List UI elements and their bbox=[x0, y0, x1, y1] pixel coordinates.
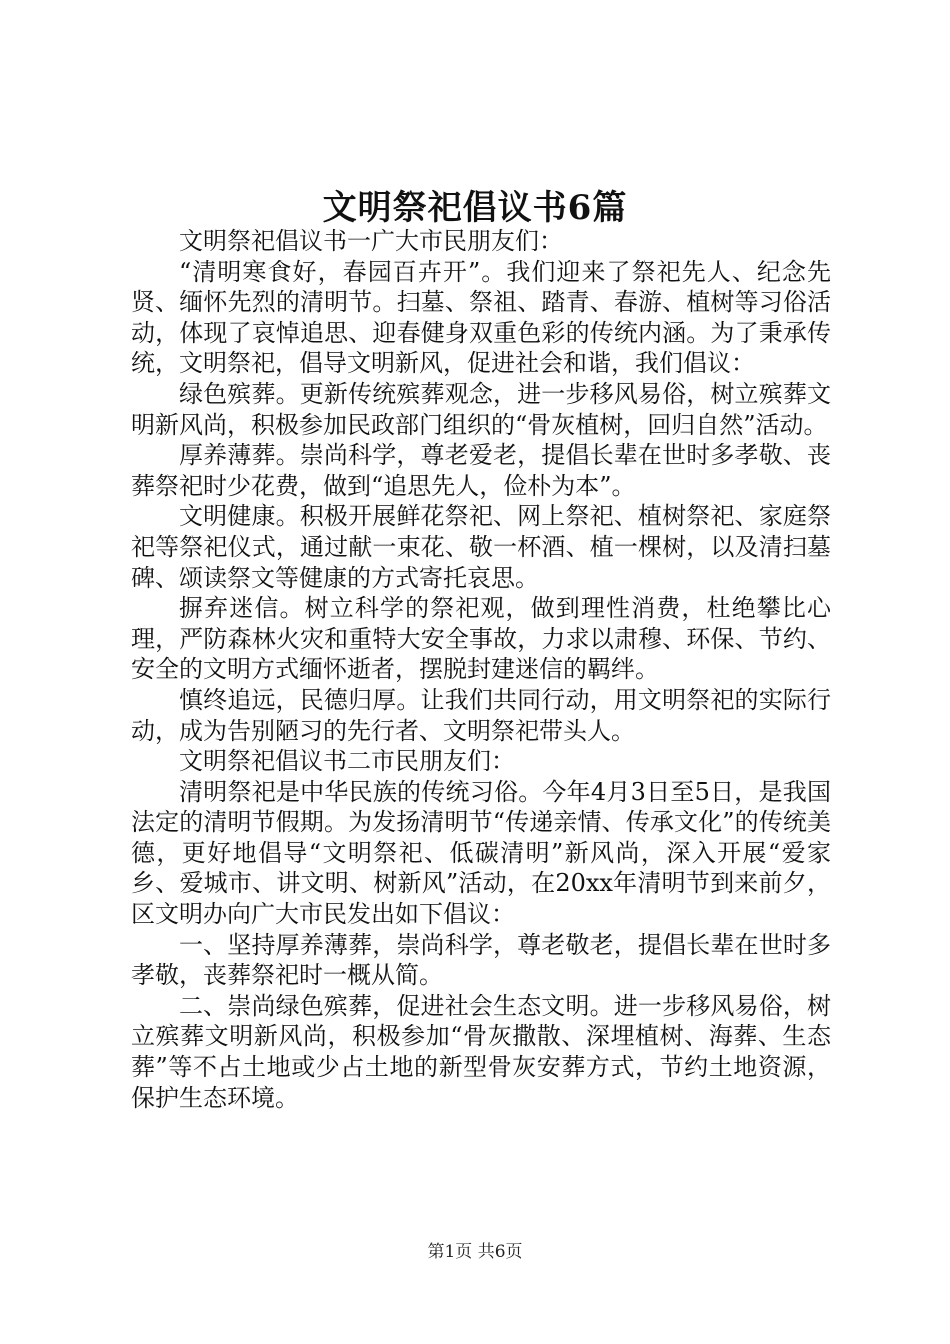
page-footer: 第1页 共6页 bbox=[427, 1242, 523, 1262]
paragraph: 慎终追远，民德归厚。让我们共同行动，用文明祭祀的实际行动，成为告别陋习的先行者、文明祭祀带头人。 bbox=[131, 685, 831, 745]
paragraph: 文明祭祀倡议书一广大市民朋友们： bbox=[179, 227, 563, 255]
paragraph: 摒弃迷信。树立科学的祭祀观，做到理性消费，杜绝攀比心理，严防森林火灾和重特大安全事故，力求以肃穆、环保、节约、安全的文明方式缅怀逝者，摆脱封建迷信的羁绊。 bbox=[131, 594, 831, 684]
document-title: 文明祭祀倡议书6篇 bbox=[322, 188, 628, 228]
paragraph: “清明寒食好，春园百卉开”。我们迎来了祭祀先人、纪念先贤、缅怀先烈的清明节。扫墓、祭祖、踏青、春游、植树等习俗活动，体现了哀悼追思、迎春健身双重色彩的传统内涵。为了秉承传统，文明祭祀，倡导文明新风，促进社会和谐，我们倡议： bbox=[131, 257, 831, 378]
paragraph: 清明祭祀是中华民族的传统习俗。今年4月3日至5日，是我国法定的清明节假期。为发扬清明节“传递亲情、传承文化”的传统美德，更好地倡导“文明祭祀、低碳清明”新风尚，深入开展“爱家乡、爱城市、讲文明、树新风”活动，在20xx年清明节到来前夕，区文明办向广大市民发出如下倡议： bbox=[131, 777, 831, 929]
document-body bbox=[131, 226, 831, 1113]
paragraph: 二、崇尚绿色殡葬，促进社会生态文明。进一步移风易俗，树立殡葬文明新风尚，积极参加“骨灰撒散、深埋植树、海葬、生态葬”等不占土地或少占土地的新型骨灰安葬方式，节约土地资源，保护生态环境。 bbox=[131, 991, 831, 1112]
paragraph: 绿色殡葬。更新传统殡葬观念，进一步移风易俗，树立殡葬文明新风尚，积极参加民政部门组织的“骨灰植树，回归自然”活动。 bbox=[131, 379, 831, 439]
paragraph: 厚养薄葬。崇尚科学，尊老爱老，提倡长辈在世时多孝敬、丧葬祭祀时少花费，做到“追思先人，俭朴为本”。 bbox=[131, 441, 831, 500]
paragraph: 文明祭祀倡议书二市民朋友们： bbox=[179, 747, 515, 776]
paragraph: 文明健康。积极开展鲜花祭祀、网上祭祀、植树祭祀、家庭祭祀等祭祀仪式，通过献一束花、敬一杯酒、植一棵树，以及清扫墓碑、颂读祭文等健康的方式寄托哀思。 bbox=[131, 502, 831, 592]
paragraph: 一、坚持厚养薄葬，崇尚科学，尊老敬老，提倡长辈在世时多孝敬，丧葬祭祀时一概从简。 bbox=[131, 930, 831, 990]
